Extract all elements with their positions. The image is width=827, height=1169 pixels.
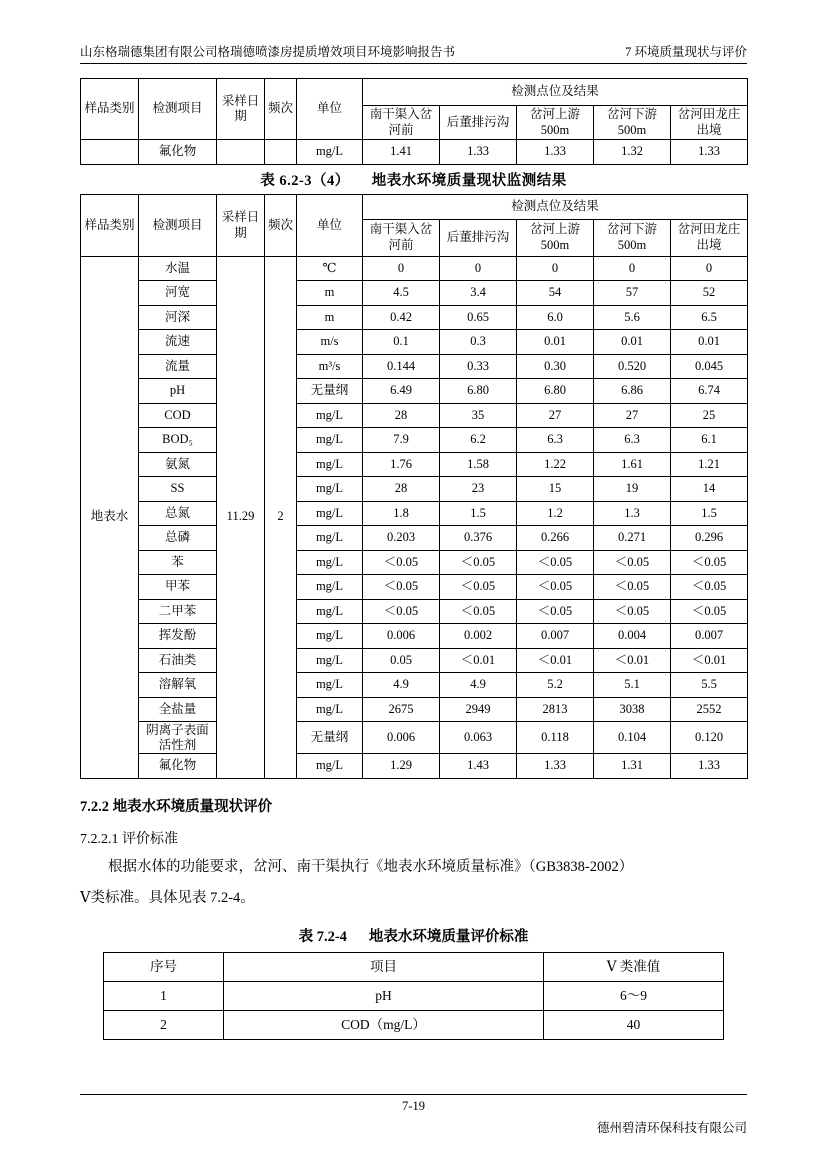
cell-value-5: 5.5 <box>671 673 748 698</box>
cell-value-3: 0.30 <box>517 354 594 379</box>
col-point-4: 岔河下游500m <box>594 219 671 256</box>
cell-unit: 无量纲 <box>297 379 363 404</box>
col-point-5: 岔河田龙庄出境 <box>671 219 748 256</box>
col-point-5: 岔河田龙庄出境 <box>671 106 748 140</box>
cell-value-5: 0.007 <box>671 624 748 649</box>
table-row <box>81 428 748 453</box>
cell-value-4: 0.271 <box>594 526 671 551</box>
cell-sample-type <box>81 140 139 165</box>
cell-value-2: 23 <box>440 477 517 502</box>
cell-value-1: 1.8 <box>363 501 440 526</box>
cell-value-1: 0.006 <box>363 722 440 754</box>
table-row <box>81 330 748 355</box>
cell-value-5: 1.5 <box>671 501 748 526</box>
cell-unit: mg/L <box>297 452 363 477</box>
col-point-1: 南干渠入岔河前 <box>363 219 440 256</box>
cell-unit: m³/s <box>297 354 363 379</box>
cell-unit: m/s <box>297 330 363 355</box>
cell-item: 水温 <box>139 256 217 281</box>
cell-value-1: 28 <box>363 403 440 428</box>
cell-item: 溶解氧 <box>139 673 217 698</box>
cell-value-2: 2949 <box>440 697 517 722</box>
cell-date <box>217 140 265 165</box>
table-caption-std-title: 地表水环境质量评价标准 <box>368 929 529 946</box>
table-row <box>81 452 748 477</box>
cell-value-5: 6.1 <box>671 428 748 453</box>
table-row <box>81 550 748 575</box>
col-point-3: 岔河上游500m <box>517 219 594 256</box>
cell-value-5: 0.296 <box>671 526 748 551</box>
cell-item: 氟化物 <box>139 754 217 779</box>
cell-item: 氟化物 <box>139 140 217 165</box>
cell-value-2: 35 <box>440 403 517 428</box>
cell-unit: mg/L <box>297 599 363 624</box>
table-row <box>81 575 748 600</box>
col-item: 检测项目 <box>139 79 217 140</box>
col-unit: 单位 <box>297 195 363 257</box>
table-row <box>81 281 748 306</box>
cell-index: 1 <box>104 982 224 1011</box>
cell-value-4: 3038 <box>594 697 671 722</box>
table-continued-fluoride <box>80 78 748 165</box>
cell-item: 全盐量 <box>139 697 217 722</box>
cell-value-1: 0.42 <box>363 305 440 330</box>
cell-item: 石油类 <box>139 648 217 673</box>
cell-value-1: 0 <box>363 256 440 281</box>
cell-value-3: 1.33 <box>517 140 594 165</box>
cell-value-4: 1.3 <box>594 501 671 526</box>
cell-value-1: 0.006 <box>363 624 440 649</box>
cell-value-5: ＜0.05 <box>671 550 748 575</box>
cell-item: SS <box>139 477 217 502</box>
cell-unit: mg/L <box>297 526 363 551</box>
cell-value-2: 0.33 <box>440 354 517 379</box>
table-row <box>81 403 748 428</box>
cell-item: 二甲苯 <box>139 599 217 624</box>
cell-unit: mg/L <box>297 575 363 600</box>
cell-value-4: 1.32 <box>594 140 671 165</box>
paragraph-standard-1: 根据水体的功能要求，岔河、南干渠执行《地表水环境质量标准》（GB3838-2002） <box>108 858 634 875</box>
cell-value-3: 54 <box>517 281 594 306</box>
cell-value-2: 0.002 <box>440 624 517 649</box>
table-caption-main <box>80 169 747 190</box>
table-row <box>81 354 748 379</box>
cell-unit: mg/L <box>297 477 363 502</box>
cell-item: 河宽 <box>139 281 217 306</box>
cell-value-3: 2813 <box>517 697 594 722</box>
cell-value-5: 6.74 <box>671 379 748 404</box>
cell-item: 阴离子表面活性剂 <box>139 722 217 754</box>
cell-value-2: 0.376 <box>440 526 517 551</box>
cell-value: 40 <box>544 1011 724 1040</box>
table-surface-water-results <box>80 194 748 778</box>
table-row <box>104 1011 724 1040</box>
col-point-4: 岔河下游500m <box>594 106 671 140</box>
cell-value-3: 6.3 <box>517 428 594 453</box>
cell-value-1: 4.9 <box>363 673 440 698</box>
cell-unit: mg/L <box>297 501 363 526</box>
cell-value-4: 0.004 <box>594 624 671 649</box>
cell-value-2: 0.063 <box>440 722 517 754</box>
cell-value-1: 0.203 <box>363 526 440 551</box>
cell-item: 挥发酚 <box>139 624 217 649</box>
cell-unit: mg/L <box>297 140 363 165</box>
table-row <box>81 379 748 404</box>
section-heading: 7.2.2 地表水环境质量现状评价 <box>80 798 273 815</box>
cell-value-1: ＜0.05 <box>363 599 440 624</box>
cell-value-4: 0.01 <box>594 330 671 355</box>
cell-unit: mg/L <box>297 550 363 575</box>
cell-value-3: 15 <box>517 477 594 502</box>
cell-value-2: 1.58 <box>440 452 517 477</box>
cell-value-2: 3.4 <box>440 281 517 306</box>
table-row <box>81 140 748 165</box>
cell-item: 苯 <box>139 550 217 575</box>
cell-value-2: ＜0.01 <box>440 648 517 673</box>
col-group-points: 检测点位及结果 <box>363 195 748 220</box>
cell-value-4: 27 <box>594 403 671 428</box>
cell-freq: 2 <box>265 256 297 778</box>
col-sample-type: 样品类别 <box>81 195 139 257</box>
cell-value-3: 0 <box>517 256 594 281</box>
cell-item: 甲苯 <box>139 575 217 600</box>
cell-item: BOD₅ <box>139 428 217 453</box>
cell-parameter: pH <box>224 982 544 1011</box>
cell-value-4: ＜0.05 <box>594 599 671 624</box>
cell-value-1: 1.29 <box>363 754 440 779</box>
col-freq: 频次 <box>265 79 297 140</box>
cell-item: COD <box>139 403 217 428</box>
cell-value-3: ＜0.05 <box>517 575 594 600</box>
cell-value-5: 52 <box>671 281 748 306</box>
cell-item: 河深 <box>139 305 217 330</box>
table-row <box>81 722 748 754</box>
cell-value-1: 0.144 <box>363 354 440 379</box>
cell-unit: mg/L <box>297 754 363 779</box>
col-date: 采样日期 <box>217 195 265 257</box>
cell-value-2: 1.43 <box>440 754 517 779</box>
cell-value-2: 4.9 <box>440 673 517 698</box>
cell-value-4: 6.86 <box>594 379 671 404</box>
cell-value-4: ＜0.05 <box>594 575 671 600</box>
cell-value-3: 6.0 <box>517 305 594 330</box>
col-point-3: 岔河上游500m <box>517 106 594 140</box>
cell-value-3: 27 <box>517 403 594 428</box>
paragraph-standard-2: Ⅴ类标准。具体见表 7.2-4。 <box>80 890 255 907</box>
table-row <box>81 501 748 526</box>
cell-value-4: 1.31 <box>594 754 671 779</box>
cell-unit: ℃ <box>297 256 363 281</box>
cell-value-2: 1.33 <box>440 140 517 165</box>
cell-value-4: 0 <box>594 256 671 281</box>
cell-unit: m <box>297 281 363 306</box>
cell-value-3: 0.118 <box>517 722 594 754</box>
cell-value-1: 4.5 <box>363 281 440 306</box>
cell-value-3: 1.22 <box>517 452 594 477</box>
table-evaluation-standard <box>103 952 724 1040</box>
table-header-row <box>81 79 748 106</box>
cell-value-5: ＜0.01 <box>671 648 748 673</box>
cell-value-3: 0.266 <box>517 526 594 551</box>
cell-value-5: 0.01 <box>671 330 748 355</box>
cell-value-3: 0.007 <box>517 624 594 649</box>
cell-value-5: 0 <box>671 256 748 281</box>
col-sample-type: 样品类别 <box>81 79 139 140</box>
cell-value-3: 5.2 <box>517 673 594 698</box>
cell-unit: mg/L <box>297 673 363 698</box>
cell-item: 总磷 <box>139 526 217 551</box>
table-row <box>81 477 748 502</box>
table-row <box>104 982 724 1011</box>
cell-freq <box>265 140 297 165</box>
col-item: 检测项目 <box>139 195 217 257</box>
page-footer <box>80 1094 747 1136</box>
cell-item: 流速 <box>139 330 217 355</box>
cell-value-2: 0.65 <box>440 305 517 330</box>
cell-value-4: 1.61 <box>594 452 671 477</box>
cell-unit: mg/L <box>297 403 363 428</box>
table-caption-standard <box>80 925 747 946</box>
cell-unit: mg/L <box>297 648 363 673</box>
cell-value-2: ＜0.05 <box>440 575 517 600</box>
cell-value-3: 6.80 <box>517 379 594 404</box>
cell-value-4: 57 <box>594 281 671 306</box>
cell-value-1: 28 <box>363 477 440 502</box>
cell-value-2: ＜0.05 <box>440 599 517 624</box>
cell-item: 总氮 <box>139 501 217 526</box>
col-point-2: 后董排污沟 <box>440 219 517 256</box>
header-left-text: 山东格瑞德集团有限公司格瑞德喷漆房提质增效项目环境影响报告书 <box>80 45 456 59</box>
col-freq: 频次 <box>265 195 297 257</box>
cell-value-2: 1.5 <box>440 501 517 526</box>
col-class-v-value: Ⅴ 类准值 <box>544 953 724 982</box>
cell-value-4: 5.1 <box>594 673 671 698</box>
cell-value: 6～9 <box>544 982 724 1011</box>
table-row <box>81 673 748 698</box>
footer-company: 德州碧清环保科技有限公司 <box>596 1121 747 1135</box>
cell-item: 氨氮 <box>139 452 217 477</box>
table-row <box>81 305 748 330</box>
cell-value-1: 1.76 <box>363 452 440 477</box>
cell-unit: mg/L <box>297 624 363 649</box>
table-row <box>81 754 748 779</box>
cell-index: 2 <box>104 1011 224 1040</box>
cell-unit: 无量纲 <box>297 722 363 754</box>
cell-value-4: 0.520 <box>594 354 671 379</box>
cell-value-2: 0.3 <box>440 330 517 355</box>
cell-unit: m <box>297 305 363 330</box>
col-index: 序号 <box>104 953 224 982</box>
cell-unit: mg/L <box>297 697 363 722</box>
cell-value-4: ＜0.01 <box>594 648 671 673</box>
cell-value-1: 1.41 <box>363 140 440 165</box>
cell-value-3: 1.2 <box>517 501 594 526</box>
cell-value-2: ＜0.05 <box>440 550 517 575</box>
cell-value-5: ＜0.05 <box>671 575 748 600</box>
cell-value-2: 6.2 <box>440 428 517 453</box>
cell-value-2: 6.80 <box>440 379 517 404</box>
cell-unit: mg/L <box>297 428 363 453</box>
cell-value-4: 19 <box>594 477 671 502</box>
cell-value-5: 25 <box>671 403 748 428</box>
cell-value-3: 1.33 <box>517 754 594 779</box>
table-row <box>81 599 748 624</box>
cell-parameter: COD（mg/L） <box>224 1011 544 1040</box>
cell-value-3: ＜0.01 <box>517 648 594 673</box>
table-caption-number: 表 6.2-3（4） <box>260 173 350 190</box>
cell-item: pH <box>139 379 217 404</box>
col-parameter: 项目 <box>224 953 544 982</box>
cell-value-3: ＜0.05 <box>517 550 594 575</box>
subsection-heading: 7.2.2.1 评价标准 <box>80 831 178 847</box>
col-point-2: 后董排污沟 <box>440 106 517 140</box>
cell-value-5: 1.33 <box>671 140 748 165</box>
cell-date: 11.29 <box>217 256 265 778</box>
cell-value-1: 7.9 <box>363 428 440 453</box>
col-unit: 单位 <box>297 79 363 140</box>
cell-value-5: 0.045 <box>671 354 748 379</box>
header-right-text: 7 环境质量现状与评价 <box>625 45 747 59</box>
cell-value-5: 6.5 <box>671 305 748 330</box>
col-date: 采样日期 <box>217 79 265 140</box>
cell-value-1: ＜0.05 <box>363 575 440 600</box>
cell-item: 流量 <box>139 354 217 379</box>
cell-value-4: ＜0.05 <box>594 550 671 575</box>
cell-sample-type: 地表水 <box>81 256 139 778</box>
cell-value-5: 2552 <box>671 697 748 722</box>
table-row <box>81 697 748 722</box>
cell-value-4: 5.6 <box>594 305 671 330</box>
cell-value-1: 6.49 <box>363 379 440 404</box>
table-header-row <box>104 953 724 982</box>
cell-value-5: ＜0.05 <box>671 599 748 624</box>
cell-value-1: 2675 <box>363 697 440 722</box>
table-row <box>81 648 748 673</box>
cell-value-3: ＜0.05 <box>517 599 594 624</box>
page-number: 7-19 <box>402 1099 425 1113</box>
cell-value-5: 1.21 <box>671 452 748 477</box>
col-point-1: 南干渠入岔河前 <box>363 106 440 140</box>
table-row <box>81 526 748 551</box>
cell-value-4: 0.104 <box>594 722 671 754</box>
col-group-points: 检测点位及结果 <box>363 79 748 106</box>
cell-value-5: 1.33 <box>671 754 748 779</box>
table-header-row <box>81 195 748 220</box>
page-content <box>80 42 747 1040</box>
table-caption-title: 地表水环境质量现状监测结果 <box>371 173 567 190</box>
running-header <box>80 42 747 64</box>
table-row <box>81 256 748 281</box>
cell-value-2: 0 <box>440 256 517 281</box>
table-row <box>81 624 748 649</box>
cell-value-3: 0.01 <box>517 330 594 355</box>
cell-value-4: 6.3 <box>594 428 671 453</box>
table-caption-std-number: 表 7.2-4 <box>298 929 347 946</box>
cell-value-5: 14 <box>671 477 748 502</box>
cell-value-1: 0.05 <box>363 648 440 673</box>
cell-value-1: ＜0.05 <box>363 550 440 575</box>
cell-value-5: 0.120 <box>671 722 748 754</box>
cell-value-1: 0.1 <box>363 330 440 355</box>
